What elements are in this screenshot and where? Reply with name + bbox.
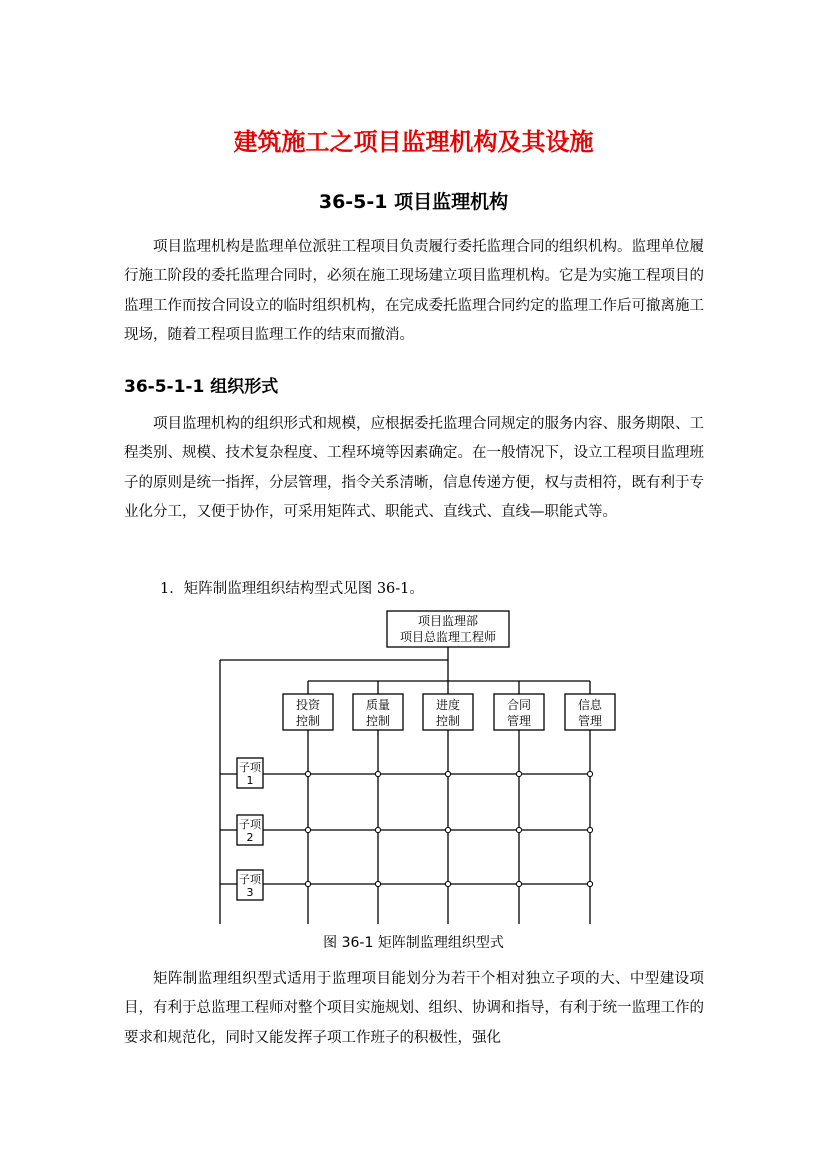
top-box-line1: 项目监理部	[417, 614, 479, 628]
subproject-3-line2: 3	[246, 886, 254, 899]
dept-3-line1: 进度	[435, 698, 461, 712]
dept-5-line1: 信息	[577, 698, 603, 712]
list-item-1: 1．矩阵制监理组织结构型式见图 36-1。	[160, 581, 424, 597]
dept-1-line2: 控制	[295, 714, 321, 728]
dept-1-line1: 投资	[295, 698, 321, 712]
dept-2-line2: 控制	[365, 714, 391, 728]
paragraph-1: 项目监理机构是监理单位派驻工程项目负责履行委托监理合同的组织机构。监理单位履行施工阶段的委托监理合同时，必须在施工现场建立项目监理机构。它是为实施工程项目的监理工作而按合同设立的临时组织机构，在完成委托监理合同约定的监理工作后可撤离施工现场，随着工程项目监理工作的结束而撤消。	[124, 239, 704, 344]
subproject-2-line2: 2	[246, 831, 254, 844]
dept-2-line1: 质量	[365, 698, 391, 712]
matrix-org-diagram	[210, 606, 630, 928]
document-title: 建筑施工之项目监理机构及其设施	[233, 128, 594, 156]
paragraph-3: 矩阵制监理组织型式适用于监理项目能划分为若干个相对独立子项的大、中型建设项目，有利于总监理工程师对整个项目实施规划、组织、协调和指导，有利于统一监理工作的要求和规范化，同时又能发挥子项工作班子的积极性，强化	[124, 971, 704, 1046]
dept-4-line2: 管理	[506, 714, 532, 728]
paragraph-2: 项目监理机构的组织形式和规模，应根据委托监理合同规定的服务内容、服务期限、工程类别、规模、技术复杂程度、工程环境等因素确定。在一般情况下，设立工程项目监理班子的原则是统一指挥，分层管理，指令关系清晰，信息传递方便，权与责相符，既有利于专业化分工，又便于协作，可采用矩阵式、职能式、直线式、直线—职能式等。	[124, 416, 704, 521]
dept-3-line2: 控制	[435, 714, 461, 728]
dept-4-line1: 合同	[506, 698, 532, 712]
subsection-heading: 36-5-1-1 组织形式	[124, 377, 279, 397]
subproject-2-line1: 子项	[239, 818, 261, 831]
figure-caption: 图 36-1 矩阵制监理组织型式	[323, 935, 504, 951]
section-heading: 36-5-1 项目监理机构	[318, 191, 509, 213]
top-box-line2: 项目总监理工程师	[399, 630, 497, 644]
subproject-1-line1: 子项	[239, 761, 261, 774]
subproject-3-line1: 子项	[239, 873, 261, 886]
dept-5-line2: 管理	[577, 714, 603, 728]
subproject-1-line2: 1	[246, 774, 254, 787]
